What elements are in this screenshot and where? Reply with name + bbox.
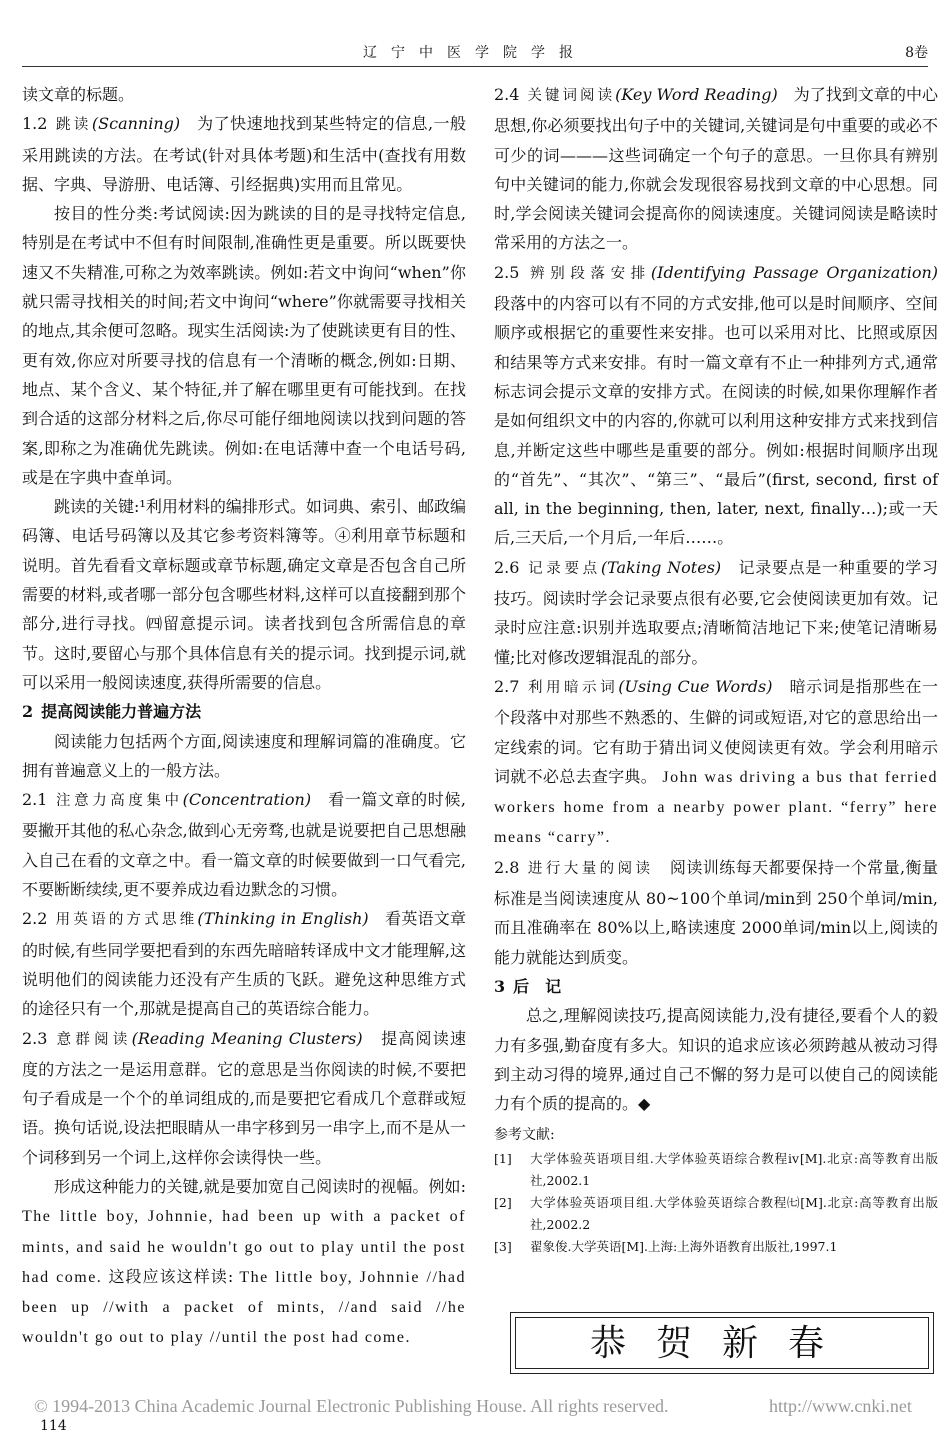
section-number: 2 <box>22 702 34 722</box>
running-header <box>22 36 928 67</box>
subsection-title: 进行大量的阅读 <box>527 860 654 877</box>
reference-text: 大学体验英语项目组.大学体验英语综合教程ⅳ[M].北京:高等教育出版社,2002.1 <box>530 1151 938 1189</box>
subsection-title: 利用暗示词 <box>527 679 619 696</box>
subsection-english-title: (Key Word Reading) <box>615 85 778 104</box>
section-heading <box>22 697 466 726</box>
subsection-title: 辨别段落安排 <box>527 265 651 282</box>
subsection-body: 为了找到文章的中心思想,你必须要找出句子中的关键词,关键词是句中重要的或必不可少的词———这些词确定一个句子的意思。一旦你具有辨别句中关键词的能力,你就会发现很容易找到文章的中心思想。同时,学会阅读关键词会提高你的阅读速度。关键词阅读是略读时常采用的方法之一。 <box>494 85 938 253</box>
copyright-footer <box>34 1396 912 1417</box>
subsection-title: 注意力高度集中 <box>55 793 183 810</box>
subsection-english-title: (Taking Notes) <box>600 557 722 577</box>
subsection-number: 2.8 <box>494 857 520 877</box>
paragraph: 读文章的标题。 <box>22 85 135 104</box>
section-title: 后 记 <box>513 976 562 996</box>
subsection-paragraph <box>494 80 938 258</box>
paragraph-text: 形成这种能力的关键,就是要加宽自己阅读时的视幅。例如: <box>54 1176 466 1196</box>
subsection-paragraph <box>494 553 938 672</box>
footer-url: http://www.cnki.net <box>769 1396 912 1416</box>
paragraph: 总之,理解阅读技巧,提高阅读能力,没有捷径,要看个人的毅力有多强,勤奋度有多大。知识的追求应该必须跨越从被动习得到主动习得的境界,通过自己不懈的努力是可以使自己的阅读能力有个质的提高的。◆ <box>494 1006 938 1114</box>
reference-item <box>494 1148 938 1192</box>
subsection-paragraph <box>494 672 938 853</box>
subsection-number: 2.1 <box>22 790 48 810</box>
reference-item <box>494 1236 938 1258</box>
subsection-title: 关键词阅读 <box>527 88 616 104</box>
page-number: 114 <box>40 1418 67 1434</box>
section-heading <box>494 972 938 1001</box>
subsection-number: 2.5 <box>494 262 520 282</box>
subsection-body: 暗示词是指那些在一个段落中对那些不熟悉的、生僻的词或短语,对它的意思给出一定线索的词。它有助于猜出词义使阅读更有效。学会利用暗示词就不必总去查字典。 <box>494 676 938 786</box>
reference-number: [2] <box>494 1195 512 1211</box>
subsection-title: 记录要点 <box>527 560 601 577</box>
greeting-box <box>510 1312 934 1374</box>
subsection-body: 看一篇文章的时候,要撇开其他的私心杂念,做到心无旁骛,也就是说要把自己思想融入自己在看的文章之中。看一篇文章的时候要做到一口气看完,不要断断续续,更不要养成边看边默念的习惯。 <box>22 790 466 900</box>
subsection-title: 用英语的方式思维 <box>55 912 198 929</box>
subsection-paragraph <box>22 904 466 1023</box>
reference-text: 翟象俊.大学英语[M].上海:上海外语教育出版社,1997.1 <box>530 1239 838 1255</box>
paragraph: 按目的性分类:考试阅读:因为跳读的目的是寻找特定信息,特别是在考试中不但有时间限制,准确性更是重要。所以既要快速又不失精准,可称之为效率跳读。例如:若文中询问“when”你就只需寻找相关的时间;若文中询问“where”你就需要寻找相关的地点,其余便可忽略。现实生活阅读:为了使跳读更有目的性、更有效,你应对所要寻找的信息有一个清晰的概念,例如:日期、地点、某个含义、某个特征,并了解在哪里更有可能找到。在找到合适的这部分材料之后,你尽可能仔细地阅读以找到问题的答案,即称之为准确优先跳读。例如:在电话薄中查一个电话号码,或是在字典中查单词。 <box>22 204 466 487</box>
subsection-paragraph <box>22 1024 466 1172</box>
references-title: 参考文献: <box>494 1127 555 1144</box>
subsection-paragraph <box>22 109 466 199</box>
subsection-body: 阅读训练每天都要保持一个常量,衡量标准是当阅读速度从 80~100个单词/min到 250个单词/min,而且准确率在 80%以上,略读速度 2000单词/min以上,阅读的能力就能达到质变。 <box>494 857 938 967</box>
subsection-english-title: (Scanning) <box>91 114 181 134</box>
subsection-number: 2.4 <box>494 85 520 104</box>
references-list <box>494 1148 938 1258</box>
paragraph: 阅读能力包括两个方面,阅读速度和理解词篇的准确度。它拥有普遍意义上的一般方法。 <box>22 731 466 780</box>
example-sentence: The little boy, Johnnie, had been up with a packet of mints, and said he wouldn't go out to play until the post had come. <box>22 1208 466 1286</box>
subsection-english-title: (Thinking in English) <box>197 909 369 929</box>
reference-number: [3] <box>494 1239 512 1255</box>
subsection-number: 1.2 <box>22 114 48 134</box>
subsection-paragraph <box>494 853 938 972</box>
subsection-number: 2.3 <box>22 1028 48 1048</box>
subsection-title: 意群阅读 <box>55 1031 132 1048</box>
reference-number: [1] <box>494 1151 512 1167</box>
subsection-english-title: (Concentration) <box>182 790 312 810</box>
subsection-body: 为了快速地找到某些特定的信息,一般采用跳读的方法。在考试(针对具体考题)和生活中(查找有用数据、字典、导游册、电话簿、引经据典)实用而且常见。 <box>22 114 466 194</box>
subsection-number: 2.6 <box>494 557 520 577</box>
subsection-body: 提高阅读速度的方法之一是运用意群。它的意思是当你阅读的时候,不要把句子看成是一个个的单词组成的,而是要把它看成几个意群或短语。换句话说,设法把眼睛从一串字移到另一串字上,而不是从一个词移到另一个词上,这样你会读得快一些。 <box>22 1028 466 1167</box>
subsection-number: 2.7 <box>494 676 520 696</box>
subsection-paragraph <box>22 785 466 904</box>
right-column-body <box>494 80 938 1118</box>
section-number: 3 <box>494 976 506 996</box>
subsection-english-title: (Using Cue Words) <box>618 676 773 696</box>
example-sentence: John was driving a bus that ferried workers home from a nearby power plant. “ferry” here means “carry”. <box>494 768 938 847</box>
copyright-text: © 1994-2013 China Academic Journal Electronic Publishing House. All rights reserved. <box>34 1396 669 1416</box>
volume-label: 8卷 <box>905 45 928 61</box>
journal-name: 辽宁中医学院学报 <box>363 45 587 61</box>
reference-item <box>494 1192 938 1236</box>
subsection-body: 记录要点是一种重要的学习技巧。阅读时学会记录要点很有必要,它会使阅读更加有效。记录时应注意:识别并选取要点;清晰简洁地记下来;使笔记清晰易懂;比对修改逻辑混乱的部分。 <box>494 557 938 667</box>
subsection-paragraph <box>494 258 938 553</box>
subsection-body: 看英语文章的时候,有些同学要把看到的东西先暗暗转译成中文才能理解,这说明他们的阅读能力还没有产生质的飞跃。避免这种思维方式的途径只有一个,那就是提高自己的英语综合能力。 <box>22 909 466 1019</box>
subsection-english-title: (Reading Meaning Clusters) <box>131 1028 363 1048</box>
paragraph-text: 这段应该这样读: <box>108 1266 234 1286</box>
right-column <box>494 80 938 1258</box>
left-column <box>22 80 466 1353</box>
paragraph <box>22 1172 466 1353</box>
section-title: 提高阅读能力普遍方法 <box>41 702 202 722</box>
subsection-english-title: (Identifying Passage Organization) <box>650 262 939 282</box>
subsection-title: 跳读 <box>55 117 92 134</box>
reference-text: 大学体验英语项目组.大学体验英语综合教程㈦[M].北京:高等教育出版社,2002.2 <box>530 1195 938 1233</box>
example-sentence-chunked: The little boy, Johnnie //had been up //with a packet of mints, //and said //he wouldn't go out to play //until the post had come. <box>22 1268 466 1347</box>
greeting-text: 恭贺新春 <box>515 1317 929 1369</box>
subsection-body: 段落中的内容可以有不同的方式安排,他可以是时间顺序、空间顺序或根据它的重要性来安排。也可以采用对比、比照或原因和结果等方式来安排。有时一篇文章有不止一种排列方式,通常标志词会提示文章的安排方式。在阅读的时候,如果你理解作者是如何组织文中的内容的,你就可以利用这种安排方式来找到信息,并断定这些中哪些是重要的部分。例如:根据时间顺序出现的“首先”、“其次”、“第三”、“最后”(first, second, first of all, in the beginning, then, later, next, finally…);或一天后,三天后,一个月后,一年后……。 <box>494 294 938 548</box>
paragraph: 跳读的关键:¹利用材料的编排形式。如词典、索引、邮政编码簿、电话号码簿以及其它参考资料簿等。④利用章节标题和说明。首先看看文章标题或章节标题,确定文章是否包含自己所需要的材料,或者哪一部分包含哪些材料,这样可以直接翻到那个部分,进行寻找。㈣留意提示词。读者找到包含所需信息的章节。这时,要留心与那个具体信息有关的提示词。找到提示词,就可以采用一般阅读速度,获得所需要的信息。 <box>22 497 466 692</box>
subsection-number: 2.2 <box>22 909 48 929</box>
